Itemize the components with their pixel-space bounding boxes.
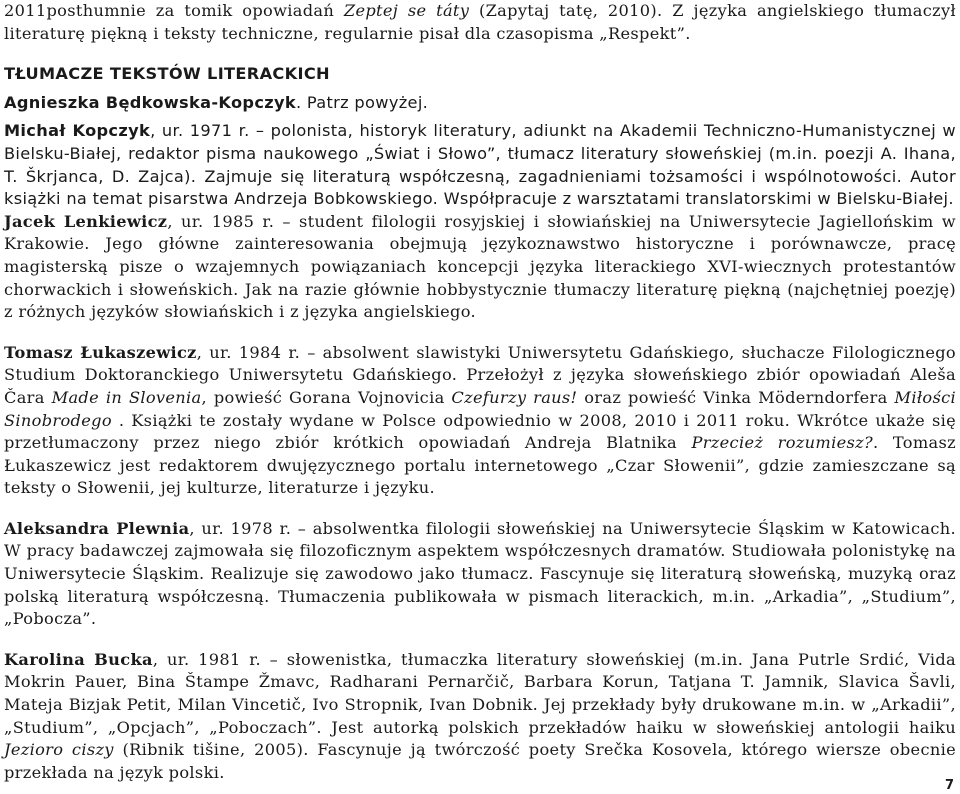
bio-text: . Tomasz Łukaszewicz jest redaktorem dwujęzycznego portalu internetowego „Czar Słowenii”, gdzie zamieszczane są teksty o Słowenii, jej kulturze, literaturze i języku. [4,433,957,498]
book-title: Czefurzy raus! [451,387,578,407]
book-title: Zeptej se táty [343,1,470,20]
translator-name: Tomasz Łukaszewicz [4,342,197,362]
translator-name: Karolina Bucka [4,649,153,669]
intro-paragraph [4,0,956,45]
bio-kopczyk [4,120,956,210]
translator-name: Jacek Lenkiewicz [4,211,168,231]
intro-text: 2011posthumnie za tomik opowiadań [4,1,344,20]
book-title: Made in Slovenia [51,387,202,407]
bio-text: , ur. 1971 r. – polonista, historyk literatury, adiunkt na Akademii Techniczno-Humanistycznej w Bielsku-Białej, redaktor pisma naukowego „Świat i Słowo”, tłumacz literatury słoweńskiej (m.in. poezji A. Ihana, T. Škrjanca, D. Zajca). [4,121,956,186]
section-heading: TŁUMACZE TEKSTÓW LITERACKICH [4,64,330,84]
page-number: 7 [944,778,954,793]
bio-text: (Ribnik tišine, 2005). Fascynuje ją twórczość poety Srečka Kosovela, którego wiersze obecnie przekłada na język polski. [4,740,956,782]
bio-lenkiewicz [4,211,956,324]
bio-text: Jego główne zainteresowania obejmują językoznawstwo historyczne i porównawcze, pracę magisterską pisze o wzajemnych powiązaniach koncepcji języka literackiego XVI-wiecznych protestantów chorwackich i słoweńskich. Jak na razie głównie hobbystycznie tłumaczy literaturę piękną (najchętniej poezję) z różnych języków słowiańskich i z języka angielskiego. [4,234,956,322]
translator-name: Agnieszka Będkowska-Kopczyk [4,92,296,112]
bio-text: , ur. 1981 r. – słowenistka, tłumaczka literatury słoweńskiej (m.in. Jana Putrle Srdić, Vida Mokrin Pauer, Bina Štampe Žmavc, Radharani Pernarčič, Barbara Korun, Tatjana T. Jamnik, Slavica Šavli, Mateja Bizjak Petit, Milan Vincetič, Ivo Stropnik, Ivan Dobnik. Jej przekłady były drukowane m.in. w „Arkadii”, „Studium”, „Opcjach”, „Poboczach”. Jest autorką polskich przekładów haiku w słoweńskiej antologii haiku [4,649,956,737]
bio-plewnia [4,518,956,631]
book-title: Jezioro ciszy [4,740,114,760]
bio-text: Zajmuje się literaturą współczesną, zagadnieniami tożsamości i wspólnotowości. Autor książki na temat pisarstwa Andrzeja Bobkowskiego. Współpracuje z warsztatami translatorskimi w Bielsku-Białej. [4,166,956,209]
translator-name: Michał Kopczyk [4,121,151,141]
bio-text: , ur. 1985 r. – student filologii rosyjskiej i słowiańskiej na Uniwersytecie Jagiellońskim w Krakowie. [4,211,956,254]
bio-text: oraz powieść Vinka Möderndorfera [577,387,895,407]
document-page [4,0,956,784]
book-title: Przecież rozumiesz? [691,433,873,453]
translator-name: Aleksandra Plewnia [4,518,190,538]
bio-bedkowska [4,92,956,115]
bio-text: , powieść Gorana Vojnovicia [201,387,452,407]
bio-lukaszewicz [4,342,956,500]
bio-text: , ur. 1984 r. – absolwent slawistyki Uniwersytetu Gdańskiego, słuchacze Filologicznego Studium Doktoranckiego Uniwersytetu Gdańskiego. Przełożył z języka słoweńskiego zbiór opowiadań Aleša Čara [4,342,956,407]
bio-text: , ur. 1978 r. – absolwentka filologii słoweńskiej na Uniwersytecie Śląskim w Katowicach. W pracy badawczej zajmowała się filozoficznym aspektem współczesnych dramatów. Studiowała polonistykę na Uniwersytecie Śląskim. Realizuje się zawodowo jako tłumacz. Fascynuje się literaturą słoweńską, muzyką oraz polską literaturą współczesną. Tłumaczenia publikowała w pismach literackich, m.in. „Arkadia”, „Studium”, „Pobocza”. [4,518,956,629]
bio-text: . Patrz powyżej. [295,92,429,112]
bio-text: . Książki te zostały wydane w Polsce odpowiednio w 2008, 2010 i 2011 roku. Wkrótce ukaże się przetłumaczony przez niego zbiór krótkich opowiadań Andreja Blatnika [4,410,956,453]
book-title: Miłości Sinobrodego [4,387,956,430]
intro-text: (Zapytaj tatę, 2010). Z języka angielskiego tłumaczył literaturę piękną i teksty techniczne, regularnie pisał dla czasopisma „Respekt”. [4,1,957,43]
bio-bucka [4,649,956,785]
